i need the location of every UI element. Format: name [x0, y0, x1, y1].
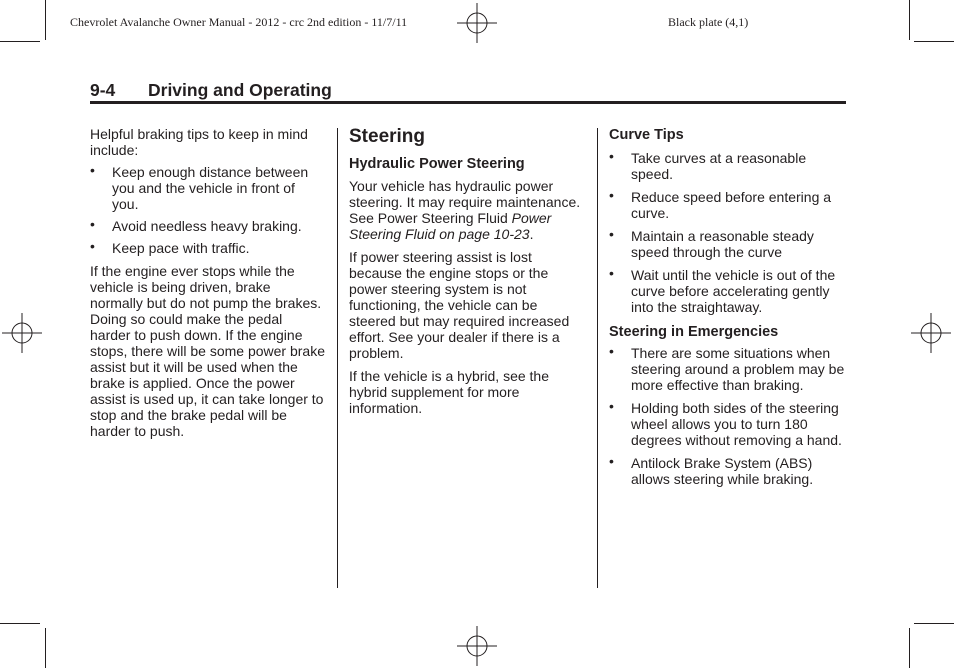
bullet-icon: •	[90, 216, 95, 232]
list-item: • Keep enough distance between you and the vehicle in front of you.	[90, 162, 309, 212]
list-item: • Holding both sides of the steering wheel allows you to turn 180 degrees without removing a hand.	[609, 398, 842, 448]
cross-reference-link[interactable]: Power Steering Fluid on page 10-23	[349, 210, 552, 242]
crop-mark	[909, 0, 910, 40]
registration-mark-icon	[2, 313, 42, 353]
crop-mark	[0, 623, 40, 624]
engine-stop-paragraph: If the engine ever stops while the vehicle is being driven, brake normally but do not pump the brakes. Doing so could make the pedal harder to push down. If the engine stops, there will be some power brake assist but it will be used when the brake is applied. Once the power assist is used up, it can take longer to stop and the brake pedal will be harder to push.	[90, 263, 325, 439]
list-item: • Avoid needless heavy braking.	[90, 216, 302, 234]
list-item: • Reduce speed before entering a curve.	[609, 187, 832, 221]
bullet-icon: •	[609, 187, 614, 203]
assist-lost-paragraph: If power steering assist is lost because the engine stops or the power steering system is not functioning, the vehicle can be steered but may required increased effort. See your dealer if there is a problem.	[349, 249, 570, 361]
crop-mark	[0, 41, 40, 42]
crop-mark	[45, 0, 46, 40]
registration-mark-icon	[457, 626, 497, 666]
crop-mark	[909, 628, 910, 668]
list-item: • There are some situations when steering around a problem may be more effective than braking.	[609, 343, 845, 393]
braking-tips-intro: Helpful braking tips to keep in mind include:	[90, 126, 308, 158]
subsection-title: Hydraulic Power Steering	[349, 156, 525, 172]
bullet-icon: •	[609, 226, 614, 242]
bullet-icon: •	[609, 398, 614, 414]
column-left	[90, 126, 325, 439]
list-item: • Maintain a reasonable steady speed through the curve	[609, 226, 814, 260]
crop-mark	[914, 41, 954, 42]
list-item: • Antilock Brake System (ABS) allows steering while braking.	[609, 453, 814, 487]
braking-tips-list	[90, 164, 325, 256]
registration-mark-icon	[457, 3, 497, 43]
section-title: Steering	[349, 126, 426, 147]
list-item: • Wait until the vehicle is out of the curve before accelerating gently into the straightaway.	[609, 265, 836, 315]
column-divider	[597, 128, 598, 588]
bullet-icon: •	[609, 265, 614, 281]
curve-tips-heading: Curve Tips	[609, 127, 684, 143]
chapter-title: Driving and Operating	[148, 80, 332, 100]
bullet-icon: •	[90, 238, 95, 254]
print-slug-right: Black plate (4,1)	[668, 15, 749, 29]
header-rule	[90, 101, 846, 104]
emergencies-list	[609, 345, 849, 487]
emergencies-heading: Steering in Emergencies	[609, 324, 779, 340]
list-item: • Take curves at a reasonable speed.	[609, 148, 807, 182]
bullet-icon: •	[609, 453, 614, 469]
power-steering-paragraph: Your vehicle has hydraulic power steering. It may require maintenance. See Power Steering Fluid Power Steering Fluid on page 10-23.	[349, 178, 581, 242]
hybrid-paragraph: If the vehicle is a hybrid, see the hybrid supplement for more information.	[349, 368, 549, 416]
crop-mark	[45, 628, 46, 668]
registration-mark-icon	[911, 313, 951, 353]
bullet-icon: •	[609, 343, 614, 359]
column-divider	[337, 128, 338, 588]
bullet-icon: •	[609, 148, 614, 164]
page-number: 9-4	[90, 80, 116, 100]
column-middle	[349, 126, 585, 416]
list-item: • Keep pace with traffic.	[90, 238, 250, 256]
curve-tips-list	[609, 150, 849, 315]
print-slug-left: Chevrolet Avalanche Owner Manual - 2012 - crc 2nd edition - 11/7/11	[70, 15, 408, 29]
column-right	[609, 126, 849, 487]
bullet-icon: •	[90, 162, 95, 178]
crop-mark	[914, 623, 954, 624]
